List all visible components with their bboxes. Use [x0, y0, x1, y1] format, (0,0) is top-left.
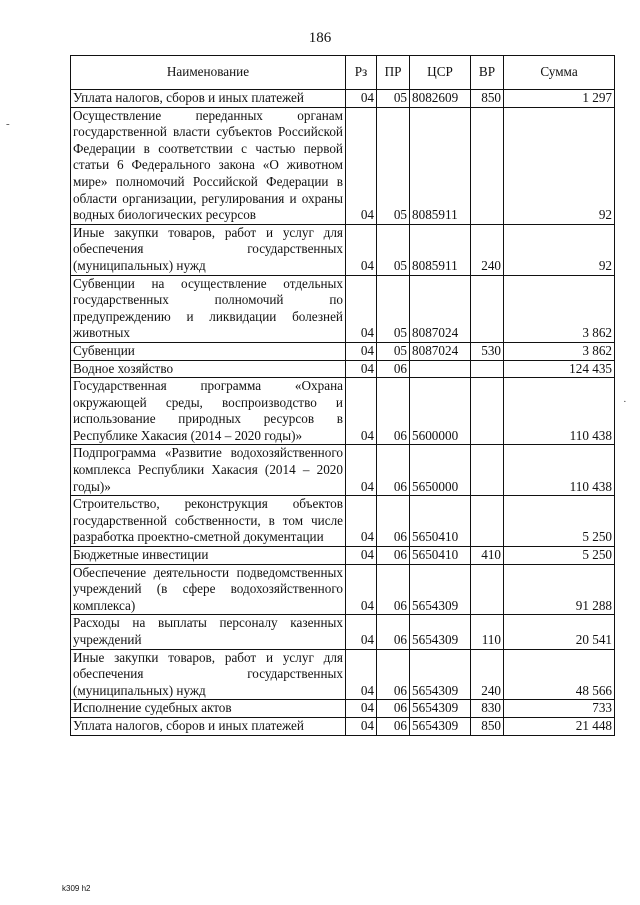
table-row — [71, 547, 615, 565]
cell-rz: 04 — [346, 700, 377, 718]
cell-pr: 06 — [377, 378, 410, 445]
cell-csr: 8087024 — [410, 275, 471, 342]
cell-pr: 06 — [377, 700, 410, 718]
column-header-name: Наименование — [71, 56, 346, 90]
cell-name: Расходы на выплаты персоналу казенных учреждений — [71, 615, 346, 649]
cell-pr: 06 — [377, 445, 410, 496]
cell-pr: 05 — [377, 224, 410, 275]
cell-rz: 04 — [346, 224, 377, 275]
cell-sum: 5 250 — [504, 547, 615, 565]
cell-sum: 48 566 — [504, 649, 615, 700]
cell-sum: 110 438 — [504, 378, 615, 445]
table-header-row — [71, 56, 615, 90]
cell-pr: 05 — [377, 90, 410, 108]
cell-rz: 04 — [346, 615, 377, 649]
budget-table — [70, 55, 615, 736]
cell-pr: 06 — [377, 717, 410, 735]
cell-sum: 1 297 — [504, 90, 615, 108]
cell-pr: 05 — [377, 342, 410, 360]
table-row — [71, 717, 615, 735]
table-row — [71, 649, 615, 700]
cell-name: Иные закупки товаров, работ и услуг для обеспечения государственных (муниципальных) нужд — [71, 224, 346, 275]
cell-pr: 05 — [377, 275, 410, 342]
cell-name: Субвенции — [71, 342, 346, 360]
cell-vr: 850 — [471, 90, 504, 108]
cell-rz: 04 — [346, 649, 377, 700]
cell-vr — [471, 378, 504, 445]
cell-vr: 240 — [471, 649, 504, 700]
cell-vr: 830 — [471, 700, 504, 718]
cell-csr: 5650410 — [410, 496, 471, 547]
table-row — [71, 90, 615, 108]
table-row — [71, 224, 615, 275]
cell-vr: 240 — [471, 224, 504, 275]
cell-vr — [471, 360, 504, 378]
cell-vr: 110 — [471, 615, 504, 649]
cell-pr: 06 — [377, 360, 410, 378]
cell-rz: 04 — [346, 717, 377, 735]
cell-name: Исполнение судебных актов — [71, 700, 346, 718]
cell-vr — [471, 496, 504, 547]
cell-rz: 04 — [346, 360, 377, 378]
cell-rz: 04 — [346, 496, 377, 547]
cell-csr: 8087024 — [410, 342, 471, 360]
cell-pr: 06 — [377, 547, 410, 565]
cell-vr: 530 — [471, 342, 504, 360]
cell-pr: 06 — [377, 564, 410, 615]
cell-name: Водное хозяйство — [71, 360, 346, 378]
cell-pr: 06 — [377, 649, 410, 700]
table-row — [71, 496, 615, 547]
table-row — [71, 378, 615, 445]
cell-pr: 06 — [377, 615, 410, 649]
cell-vr — [471, 107, 504, 224]
cell-pr: 05 — [377, 107, 410, 224]
cell-vr: 850 — [471, 717, 504, 735]
cell-vr — [471, 275, 504, 342]
cell-csr: 5650410 — [410, 547, 471, 565]
cell-vr — [471, 564, 504, 615]
cell-csr: 5654309 — [410, 615, 471, 649]
cell-pr: 06 — [377, 496, 410, 547]
cell-sum: 92 — [504, 107, 615, 224]
cell-csr: 8085911 — [410, 107, 471, 224]
cell-vr — [471, 445, 504, 496]
cell-name: Уплата налогов, сборов и иных платежей — [71, 717, 346, 735]
column-header-rz: Рз — [346, 56, 377, 90]
cell-rz: 04 — [346, 275, 377, 342]
left-margin-mark: - — [6, 118, 10, 130]
column-header-vr: ВР — [471, 56, 504, 90]
cell-name: Государственная программа «Охрана окружающей среды, воспроизводство и использование природных ресурсов в Республике Хакасия (2014 – 2020 годы)» — [71, 378, 346, 445]
cell-sum: 3 862 — [504, 342, 615, 360]
cell-csr — [410, 360, 471, 378]
cell-csr: 8082609 — [410, 90, 471, 108]
cell-rz: 04 — [346, 564, 377, 615]
cell-sum: 733 — [504, 700, 615, 718]
column-header-pr: ПР — [377, 56, 410, 90]
table-row — [71, 275, 615, 342]
footer-code: k309 h2 — [62, 884, 91, 893]
cell-name: Иные закупки товаров, работ и услуг для обеспечения государственных (муниципальных) нужд — [71, 649, 346, 700]
cell-sum: 5 250 — [504, 496, 615, 547]
cell-name: Строительство, реконструкция объектов государственной собственности, в том числе разработка проектно-сметной документации — [71, 496, 346, 547]
table-row — [71, 615, 615, 649]
cell-csr: 8085911 — [410, 224, 471, 275]
cell-name: Субвенции на осуществление отдельных государственных полномочий по предупреждению и ликвидации болезней животных — [71, 275, 346, 342]
cell-sum: 3 862 — [504, 275, 615, 342]
table-row — [71, 564, 615, 615]
cell-rz: 04 — [346, 107, 377, 224]
cell-csr: 5654309 — [410, 564, 471, 615]
column-header-sum: Сумма — [504, 56, 615, 90]
cell-name: Подпрограмма «Развитие водохозяйственного комплекса Республики Хакасия (2014 – 2020 годы)» — [71, 445, 346, 496]
column-header-csr: ЦСР — [410, 56, 471, 90]
cell-sum: 21 448 — [504, 717, 615, 735]
cell-rz: 04 — [346, 90, 377, 108]
cell-csr: 5650000 — [410, 445, 471, 496]
cell-sum: 20 541 — [504, 615, 615, 649]
cell-name: Обеспечение деятельности подведомственных учреждений (в сфере водохозяйственного комплекса) — [71, 564, 346, 615]
table-row — [71, 700, 615, 718]
cell-csr: 5654309 — [410, 649, 471, 700]
table-row — [71, 107, 615, 224]
cell-rz: 04 — [346, 378, 377, 445]
table-body — [71, 90, 615, 736]
page-number: 186 — [308, 30, 332, 46]
cell-rz: 04 — [346, 547, 377, 565]
cell-csr: 5600000 — [410, 378, 471, 445]
cell-vr: 410 — [471, 547, 504, 565]
table-row — [71, 445, 615, 496]
cell-rz: 04 — [346, 445, 377, 496]
cell-csr: 5654309 — [410, 717, 471, 735]
cell-rz: 04 — [346, 342, 377, 360]
cell-sum: 92 — [504, 224, 615, 275]
cell-sum: 110 438 — [504, 445, 615, 496]
cell-csr: 5654309 — [410, 700, 471, 718]
cell-name: Осуществление переданных органам государственной власти субъектов Российской Федерации в соответствии с частью первой статьи 6 Федерального закона «О животном мире» полномочий Российской Федерации в области организации, регулирования и охраны водных биологических ресурсов — [71, 107, 346, 224]
cell-sum: 91 288 — [504, 564, 615, 615]
cell-name: Бюджетные инвестиции — [71, 547, 346, 565]
table-row — [71, 360, 615, 378]
right-margin-mark: · — [623, 396, 627, 408]
table-row — [71, 342, 615, 360]
cell-name: Уплата налогов, сборов и иных платежей — [71, 90, 346, 108]
cell-sum: 124 435 — [504, 360, 615, 378]
